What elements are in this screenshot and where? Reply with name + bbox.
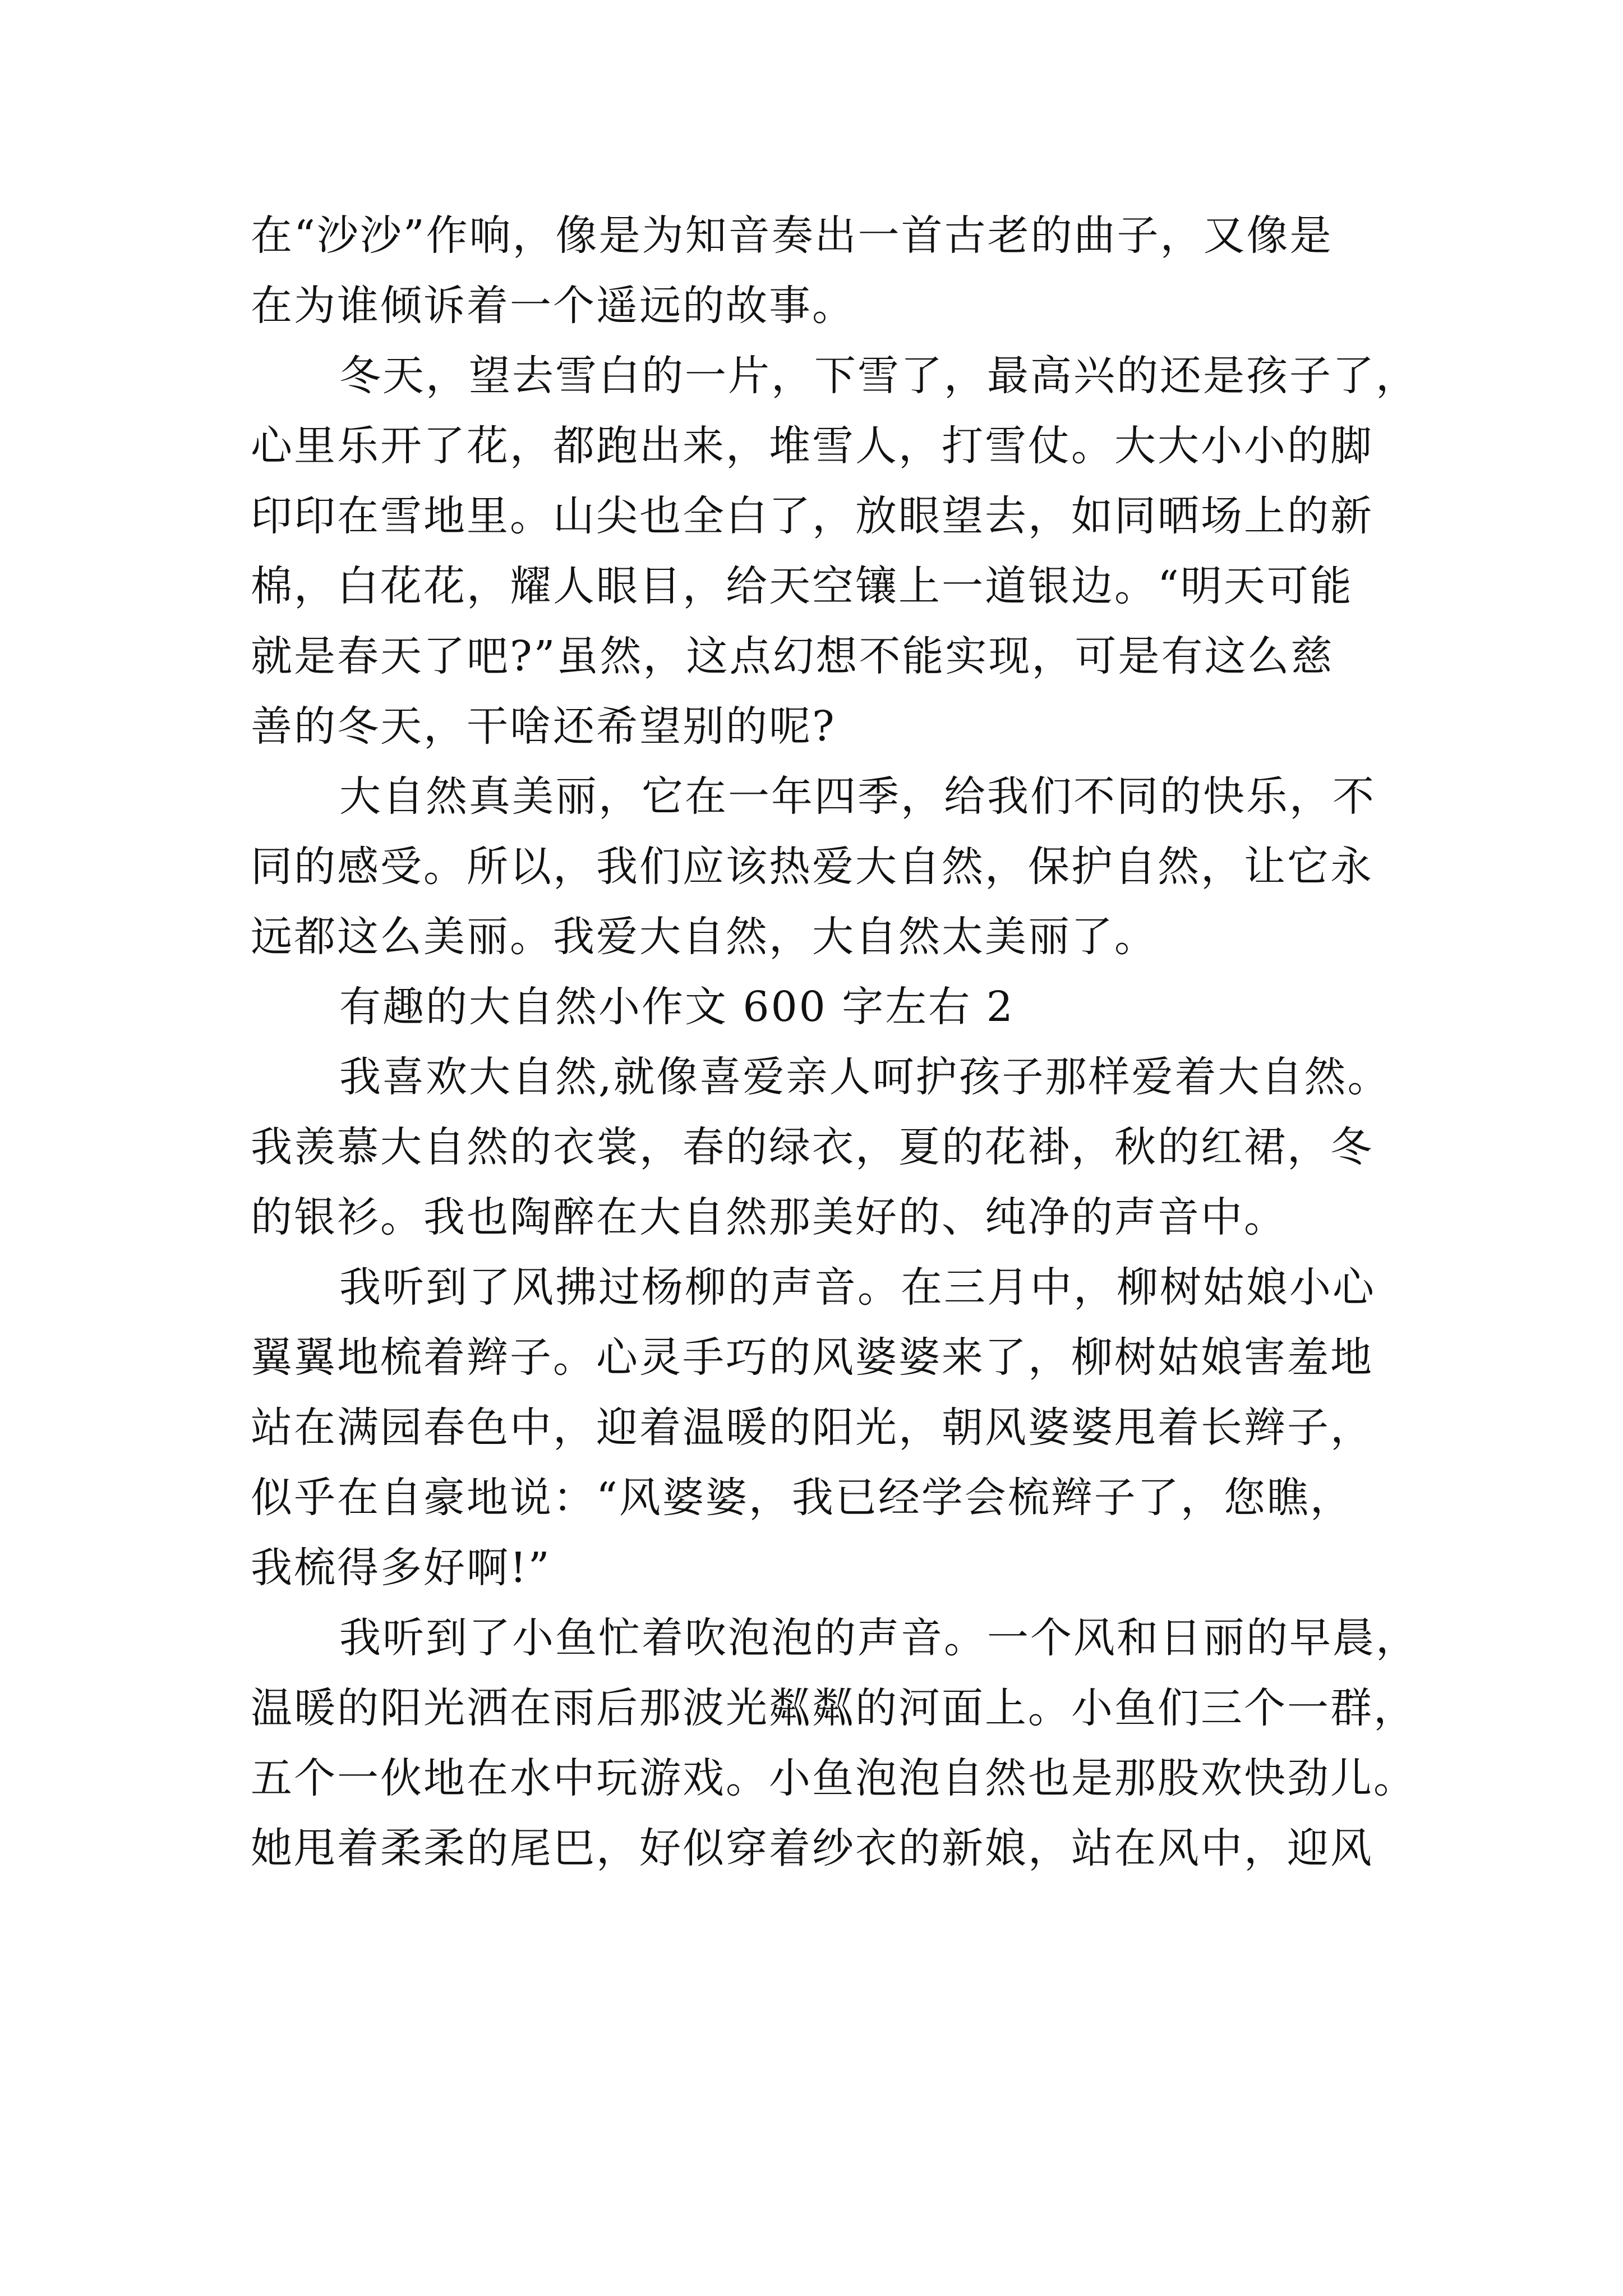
text-line: 棉，白花花，耀人眼目，给天空镶上一道银边。“明天可能 <box>251 562 1353 610</box>
text-line: 就是春天了吧?”虽然，这点幻想不能实现，可是有这么慈 <box>251 632 1334 680</box>
text-line: 我羡慕大自然的衣裳，春的绿衣，夏的花褂，秋的红裙，冬 <box>251 1123 1373 1171</box>
paragraph-first-line: 大自然真美丽，它在一年四季，给我们不同的快乐，不 <box>339 772 1376 821</box>
text-line: 在“沙沙”作响，像是为知音奏出一首古老的曲子，又像是 <box>251 211 1333 260</box>
text-line: 远都这么美丽。我爱大自然，大自然太美丽了。 <box>251 913 1158 961</box>
text-line: 温暖的阳光洒在雨后那波光粼粼的河面上。小鱼们三个一群， <box>251 1684 1417 1732</box>
paragraph-first-line: 我听到了小鱼忙着吹泡泡的声音。一个风和日丽的早晨， <box>339 1614 1419 1662</box>
text-line: 站在满园春色中，迎着温暖的阳光，朝风婆婆甩着长辫子， <box>251 1404 1373 1452</box>
section-heading: 有趣的大自然小作文 600 字左右 2 <box>339 983 1015 1031</box>
text-line: 在为谁倾诉着一个遥远的故事。 <box>251 282 855 330</box>
text-line: 善的冬天，干啥还希望别的呢? <box>251 702 836 751</box>
paragraph-first-line: 我喜欢大自然,就像喜爱亲人呵护孩子那样爱着大自然。 <box>339 1053 1391 1101</box>
text-line: 我梳得多好啊!” <box>251 1544 551 1592</box>
paragraph-first-line: 我听到了风拂过杨柳的声音。在三月中，柳树姑娘小心 <box>339 1263 1376 1312</box>
text-line: 她甩着柔柔的尾巴，好似穿着纱衣的新娘，站在风中，迎风 <box>251 1824 1373 1872</box>
document-body <box>251 201 1419 1884</box>
paragraph-first-line: 冬天，望去雪白的一片，下雪了，最高兴的还是孩子了， <box>339 352 1419 400</box>
text-line: 心里乐开了花，都跑出来，堆雪人，打雪仗。大大小小的脚 <box>251 422 1373 470</box>
text-line: 五个一伙地在水中玩游戏。小鱼泡泡自然也是那股欢快劲儿。 <box>251 1754 1417 1802</box>
text-line: 翼翼地梳着辫子。心灵手巧的风婆婆来了，柳树姑娘害羞地 <box>251 1333 1373 1382</box>
text-line: 的银衫。我也陶醉在大自然那美好的、纯净的声音中。 <box>251 1193 1287 1241</box>
text-line: 似乎在自豪地说：“风婆婆，我已经学会梳辫子了，您瞧， <box>251 1474 1353 1522</box>
text-line: 同的感受。所以，我们应该热爱大自然，保护自然，让它永 <box>251 843 1373 891</box>
text-line: 印印在雪地里。山尖也全白了，放眼望去，如同晒场上的新 <box>251 492 1373 540</box>
